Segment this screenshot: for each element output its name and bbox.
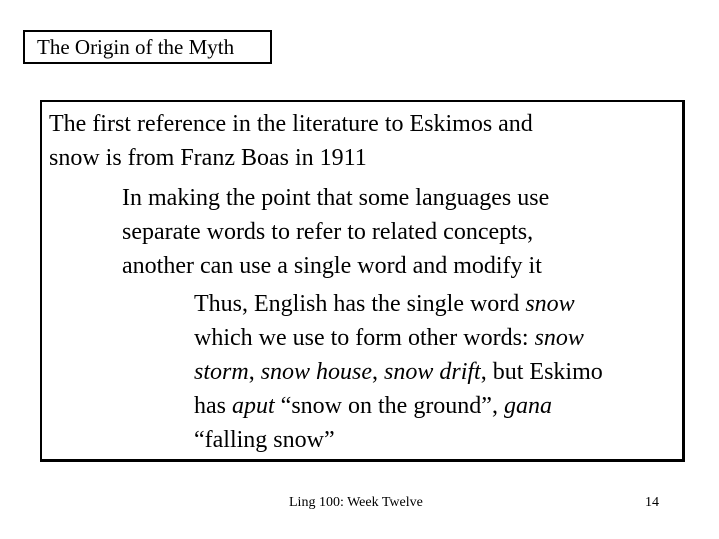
body-line — [194, 287, 575, 321]
body-line — [122, 215, 533, 249]
italic-term: snow — [525, 291, 575, 317]
text: , — [248, 359, 261, 385]
text: , — [372, 359, 385, 385]
body-line — [122, 181, 549, 215]
body-line — [194, 355, 603, 389]
italic-term: snow — [534, 325, 584, 351]
italic-term: aput — [232, 393, 275, 419]
italic-term: gana — [503, 393, 552, 419]
body-line — [194, 423, 335, 457]
body-line — [49, 141, 367, 175]
italic-term: snow house — [260, 359, 373, 385]
italic-term: storm — [194, 359, 249, 385]
body-line — [49, 107, 533, 141]
slide-title: The Origin of the Myth — [37, 35, 235, 59]
text: Thus, English has the single word — [194, 291, 526, 317]
page-number: 14 — [645, 495, 659, 510]
slide-title-box — [23, 30, 272, 64]
text: has — [194, 393, 232, 419]
text: which we use to form other words: — [194, 325, 535, 351]
text: In making the point that some languages use — [122, 185, 550, 211]
text: another can use a single word and modify it — [122, 253, 542, 279]
body-line — [122, 249, 542, 283]
footer-course: Ling 100: Week Twelve — [289, 495, 423, 510]
text: The first reference in the literature to Eskimos and — [49, 111, 533, 137]
body-line — [194, 321, 584, 355]
italic-term: snow drift — [384, 359, 481, 385]
text: separate words to refer to related concepts, — [122, 219, 534, 245]
text: “snow on the ground”, — [274, 393, 504, 419]
text: , but Eskimo — [480, 359, 603, 385]
body-line — [194, 389, 552, 423]
text: snow is from Franz Boas in 1911 — [49, 145, 367, 171]
text: “falling snow” — [194, 427, 335, 453]
